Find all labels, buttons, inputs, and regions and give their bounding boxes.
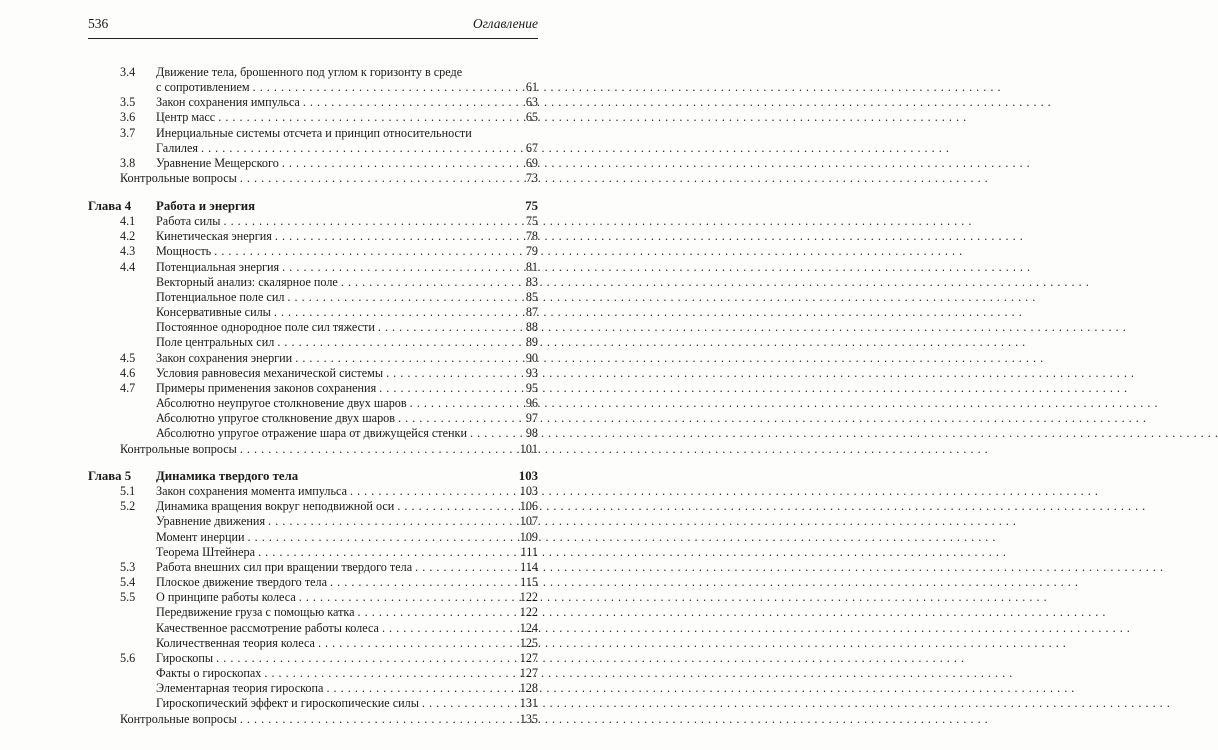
subsection-title: Абсолютно неупругое столкновение двух шаров xyxy=(156,396,407,410)
page-ref: 103 xyxy=(519,484,538,498)
section-title: Потенциальная энергия xyxy=(156,260,280,274)
chapter-5-heading[interactable] xyxy=(0,468,600,484)
toc-entry-4-3[interactable] xyxy=(0,243,600,259)
subsection-title: Векторный анализ: скалярное поле xyxy=(156,275,338,289)
section-number: 5.6 xyxy=(120,651,136,665)
section-title: Плоское движение твердого тела xyxy=(156,575,328,589)
toc-subentry[interactable] xyxy=(0,410,600,426)
chapter-4-heading[interactable] xyxy=(0,198,600,214)
section-number: 4.5 xyxy=(120,351,136,365)
page-ref: 122 xyxy=(519,590,538,604)
toc-entry-5-2[interactable] xyxy=(0,498,600,514)
toc-subentry[interactable] xyxy=(0,304,600,320)
page-ref: 127 xyxy=(519,666,538,680)
section-title: О принципе работы колеса xyxy=(156,590,296,604)
section-number: 5.2 xyxy=(120,499,136,513)
toc-entry-3-4[interactable] xyxy=(0,79,600,95)
page-ref: 88 xyxy=(525,320,538,334)
subsection-title: Поле центральных сил xyxy=(156,335,275,349)
toc-entry-5-4[interactable] xyxy=(0,574,600,590)
page-ref: 73 xyxy=(525,171,538,185)
subsection-title: Потенциальное поле сил xyxy=(156,290,285,304)
section-title: Закон сохранения момента импульса xyxy=(156,484,347,498)
page-ref: 106 xyxy=(519,499,538,513)
page-ref: 125 xyxy=(519,636,538,650)
section-title: Уравнение Мещерского xyxy=(156,156,279,170)
toc-entry-3-6[interactable] xyxy=(0,109,600,125)
section-number: 5.4 xyxy=(120,575,136,589)
toc-entry-5-1[interactable] xyxy=(0,483,600,499)
page-ref: 131 xyxy=(519,696,538,710)
chapter-title: Работа и энергия xyxy=(156,199,256,213)
subsection-title: Количественная теория колеса xyxy=(156,636,315,650)
section-number: 5.1 xyxy=(120,484,136,498)
toc-entry-3-8[interactable] xyxy=(0,155,600,171)
toc-entry-review-questions-3[interactable] xyxy=(0,170,600,186)
page-ref: 93 xyxy=(525,366,538,380)
section-title: Гироскопы xyxy=(156,651,214,665)
table-of-contents xyxy=(0,0,600,750)
toc-subentry[interactable] xyxy=(0,425,600,441)
toc-entry-review-questions-5[interactable] xyxy=(0,711,600,727)
section-title: Работа силы xyxy=(156,214,221,228)
toc-entry-review-questions-4[interactable] xyxy=(0,441,600,457)
running-title: Оглавление xyxy=(472,16,538,31)
toc-entry-5-6[interactable] xyxy=(0,650,600,666)
toc-entry-5-5[interactable] xyxy=(0,589,600,605)
page-ref: 81 xyxy=(525,260,538,274)
subsection-title: Уравнение движения xyxy=(156,514,266,528)
toc-subentry[interactable] xyxy=(0,665,600,681)
subsection-title: Теорема Штейнера xyxy=(156,545,256,559)
toc-subentry[interactable] xyxy=(0,544,600,560)
section-title: Кинетическая энергия xyxy=(156,229,272,243)
page-ref: 75 xyxy=(525,199,538,213)
toc-entry-3-5[interactable] xyxy=(0,94,600,110)
subsection-title: Качественное рассмотрение работы колеса xyxy=(156,621,379,635)
section-number: 4.2 xyxy=(120,229,136,243)
page-ref: 87 xyxy=(525,305,538,319)
subsection-title: Момент инерции xyxy=(156,530,245,544)
toc-subentry[interactable] xyxy=(0,680,600,696)
section-title: Центр масс xyxy=(156,110,216,124)
section-title: Динамика вращения вокруг неподвижной оси xyxy=(156,499,395,513)
page-ref: 65 xyxy=(525,110,538,124)
section-title: Мощность xyxy=(156,244,212,258)
page-ref: 89 xyxy=(525,335,538,349)
section-number: 3.7 xyxy=(120,126,136,140)
page-ref: 135 xyxy=(519,712,538,726)
toc-entry-4-6[interactable] xyxy=(0,365,600,381)
page-number: 536 xyxy=(88,16,109,31)
page-ref: 61 xyxy=(525,80,538,94)
page-ref: 97 xyxy=(525,411,538,425)
toc-subentry[interactable] xyxy=(0,695,600,711)
section-number: 3.4 xyxy=(120,65,136,79)
page-ref: 67 xyxy=(525,141,538,155)
page-ref: 103 xyxy=(518,469,538,483)
page-ref: 90 xyxy=(525,351,538,365)
section-title: Галилея xyxy=(156,141,198,155)
section-title: Закон сохранения импульса xyxy=(156,95,300,109)
section-number: 4.4 xyxy=(120,260,136,274)
toc-entry-4-5[interactable] xyxy=(0,350,600,366)
page-ref: 111 xyxy=(520,545,538,559)
subsection-title: Постоянное однородное поле сил тяжести xyxy=(156,320,375,334)
page-ref: 109 xyxy=(519,530,538,544)
page-ref: 127 xyxy=(519,651,538,665)
toc-entry-4-4[interactable] xyxy=(0,259,600,275)
toc-entry-4-1[interactable] xyxy=(0,213,600,229)
section-title: Условия равновесия механической системы xyxy=(156,366,384,380)
page-ref: 107 xyxy=(519,514,538,528)
page-ref: 114 xyxy=(520,560,538,574)
toc-subentry[interactable] xyxy=(0,319,600,335)
toc-subentry[interactable] xyxy=(0,529,600,545)
section-title: Контрольные вопросы xyxy=(120,712,237,726)
section-number: 5.5 xyxy=(120,590,136,604)
toc-subentry[interactable] xyxy=(0,604,600,620)
section-title: Контрольные вопросы xyxy=(120,171,237,185)
section-number: 3.6 xyxy=(120,110,136,124)
page-ref: 98 xyxy=(525,426,538,440)
page-ref: 101 xyxy=(519,442,538,456)
subsection-title: Абсолютно упругое столкновение двух шаров xyxy=(156,411,396,425)
section-title: Закон сохранения энергии xyxy=(156,351,293,365)
chapter-label: Глава 5 xyxy=(88,469,132,483)
toc-entry-5-3[interactable] xyxy=(0,559,600,575)
toc-subentry[interactable] xyxy=(0,289,600,305)
page-ref: 69 xyxy=(525,156,538,170)
chapter-title: Динамика твердого тела xyxy=(156,469,299,483)
toc-subentry[interactable] xyxy=(0,274,600,290)
subsection-title: Факты о гироскопах xyxy=(156,666,262,680)
section-number: 3.8 xyxy=(120,156,136,170)
section-number: 4.7 xyxy=(120,381,136,395)
toc-subentry[interactable] xyxy=(0,395,600,411)
section-number: 3.5 xyxy=(120,95,136,109)
chapter-label: Глава 4 xyxy=(88,199,132,213)
section-title: Движение тела, брошенного под углом к горизонту в среде xyxy=(156,65,463,79)
toc-subentry[interactable] xyxy=(0,620,600,636)
page-ref: 122 xyxy=(519,605,538,619)
page-ref: 75 xyxy=(525,214,538,228)
section-number: 4.1 xyxy=(120,214,136,228)
subsection-title: Абсолютно упругое отражение шара от движущейся стенки xyxy=(156,426,467,440)
subsection-title: Гироскопический эффект и гироскопические силы xyxy=(156,696,419,710)
toc-entry-4-2[interactable] xyxy=(0,228,600,244)
section-title: Инерциальные системы отсчета и принцип относительности xyxy=(156,126,472,140)
page-ref: 128 xyxy=(519,681,538,695)
page-ref: 83 xyxy=(525,275,538,289)
section-number: 4.6 xyxy=(120,366,136,380)
toc-entry-4-7[interactable] xyxy=(0,380,600,396)
toc-subentry[interactable] xyxy=(0,513,600,529)
page-ref: 95 xyxy=(525,381,538,395)
toc-entry-3-7[interactable] xyxy=(0,140,600,156)
toc-entry-3-7-line1[interactable] xyxy=(0,125,600,141)
toc-subentry[interactable] xyxy=(0,635,600,651)
page-ref: 85 xyxy=(525,290,538,304)
page-ref: 96 xyxy=(525,396,538,410)
page-ref: 63 xyxy=(525,95,538,109)
subsection-title: Консервативные силы xyxy=(156,305,271,319)
section-title: Работа внешних сил при вращении твердого тела xyxy=(156,560,413,574)
page-ref: 78 xyxy=(525,229,538,243)
toc-entry-3-4-line1[interactable] xyxy=(0,64,600,80)
section-title: Примеры применения законов сохранения xyxy=(156,381,377,395)
page-ref: 115 xyxy=(520,575,538,589)
page-ref: 124 xyxy=(519,621,538,635)
toc-subentry[interactable] xyxy=(0,334,600,350)
subsection-title: Передвижение груза с помощью катка xyxy=(156,605,355,619)
page-ref: 79 xyxy=(525,244,538,258)
subsection-title: Элементарная теория гироскопа xyxy=(156,681,324,695)
section-title: с сопротивлением xyxy=(156,80,250,94)
section-number: 5.3 xyxy=(120,560,136,574)
section-title: Контрольные вопросы xyxy=(120,442,237,456)
section-number: 4.3 xyxy=(120,244,136,258)
